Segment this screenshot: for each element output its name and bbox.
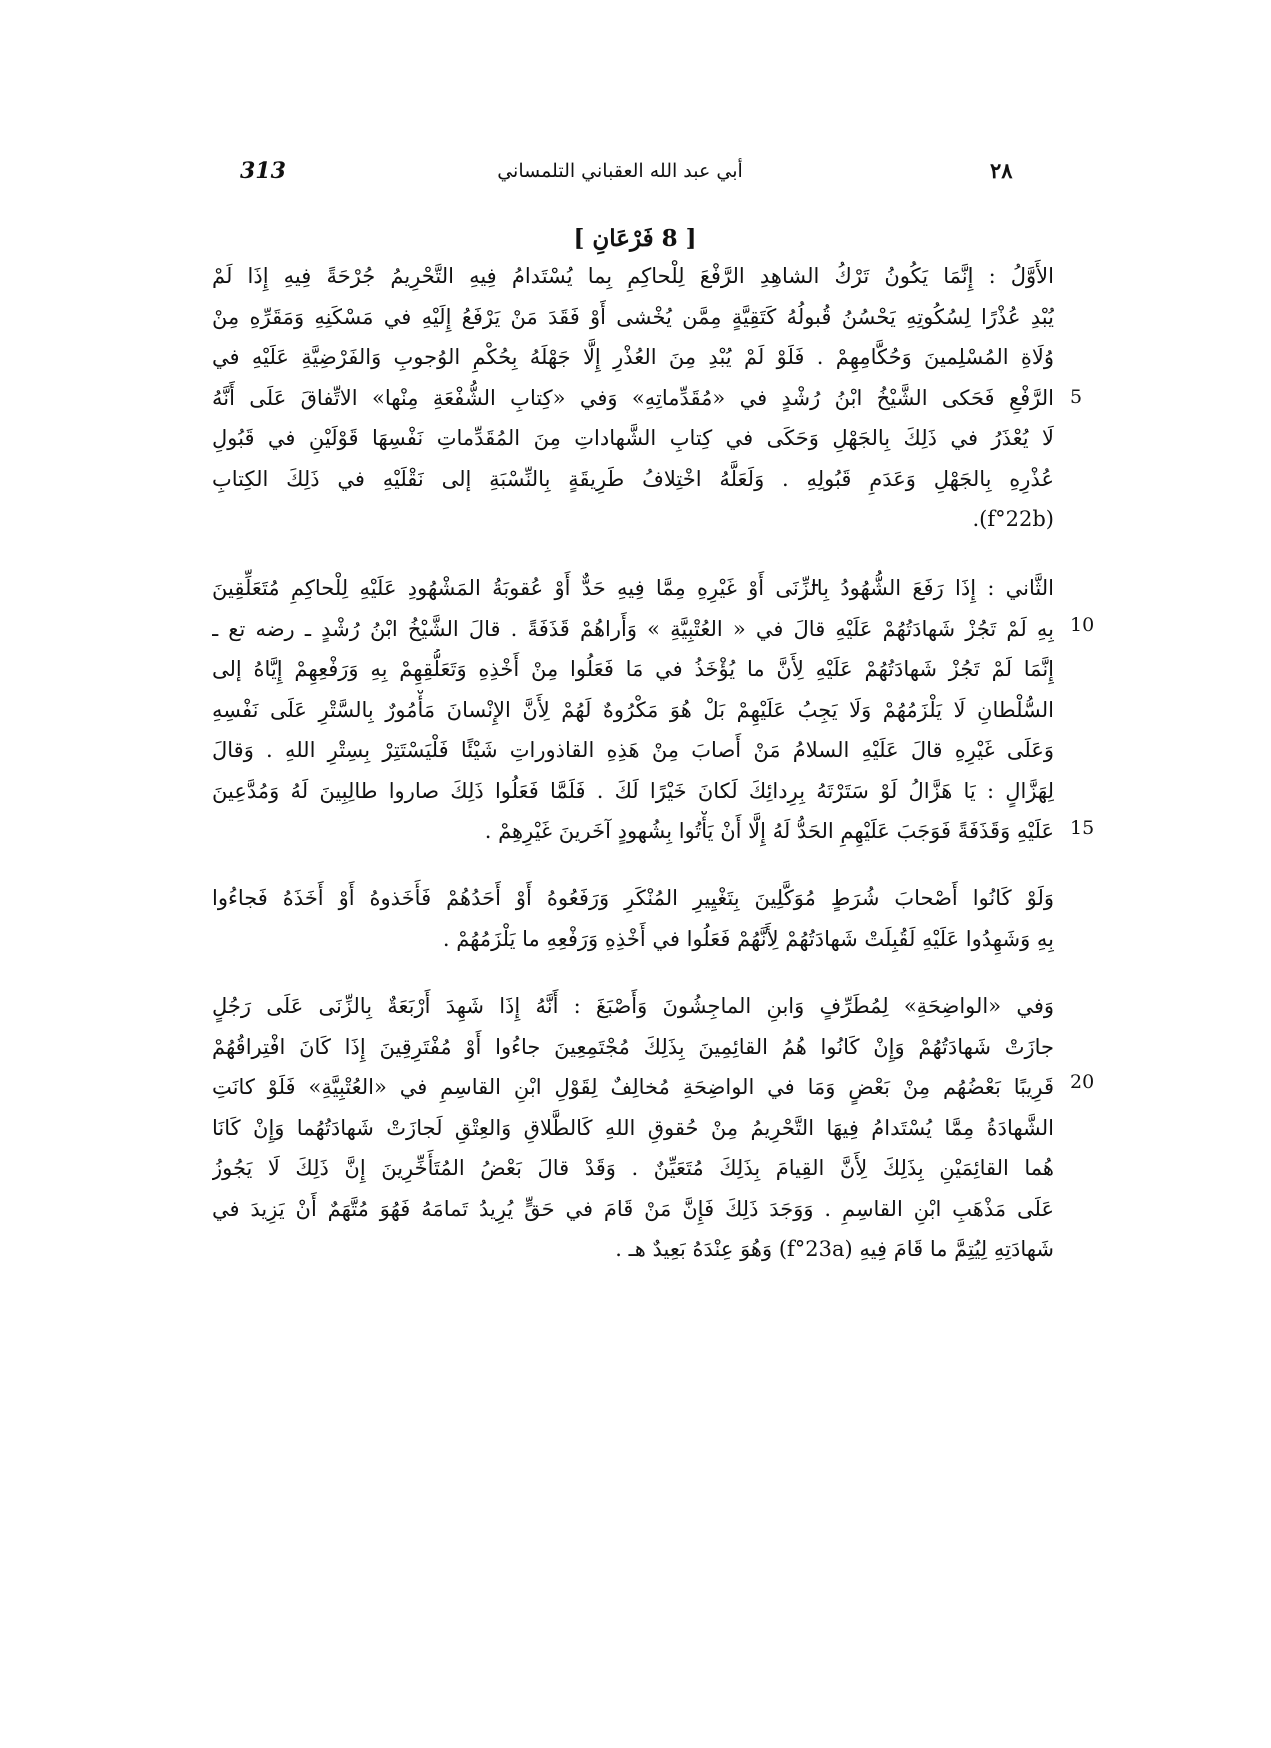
text-line: إِنَّمَا لَمْ تَجُزْ شَهادَتُهُمْ عَلَيْهِ لِأَنَّ ما يُؤْخَذُ في مَا فَعَلُوا مِنْ أَخْذِهِ وَتَعَلُّقِهِمْ بِهِ وَرَفْعِهِمْ إِيَّاهُ إلى: [212, 657, 1054, 681]
line-number: 20: [1070, 1071, 1095, 1093]
text-line: عَلَى مَذْهَبِ ابْنِ القاسِمِ . وَوَجَدَ ذَلِكَ فَإِنَّ مَنْ قَامَ في حَقٍّ يُرِيدُ تَمامَهُ فَهُوَ مُتَّهَمٌ أَنْ يَزِيدَ في: [212, 1196, 1054, 1221]
text-line: الأَوَّلُ : إِنَّمَا يَكُونُ تَرْكُ الشاهِدِ الرَّفْعَ لِلْحاكِمِ بِما يُسْتَدامُ فِيهِ التَّحْرِيمُ جُرْحَةً فِيهِ إِذَا لَمْ: [212, 264, 1054, 288]
text-line: قَرِيبًا بَعْضُهُم مِنْ بَعْضٍ وَمَا في الواضِحَةِ مُخالِفٌ لِقَوْلِ ابْنِ القاسِمِ في «العُتْبِيَّةِ» فَلَوْ كانَتِ: [212, 1075, 1054, 1099]
section-title: [ 8 فَرْعَانِ ]: [573, 225, 697, 252]
arabic-page-number: ٢٨: [990, 158, 1013, 183]
text-line: هُما القائِمَيْنِ بِذَلِكَ لِأَنَّ القِيامَ بِذَلِكَ مُتَعَيِّنٌ . وَقَدْ قالَ بَعْضُ المُتَأَخِّرِينَ إِنَّ ذَلِكَ لَا يَجُوزُ: [212, 1156, 1054, 1180]
text-line: وَفي «الواضِحَةِ» لِمُطَرِّفٍ وَابنِ الماجِشُونَ وَأَصْبَغَ : أَنَّهُ إِذَا شَهِدَ أَرْبَعَةٌ بِالزِّنَى عَلَى رَجُلٍ: [212, 994, 1054, 1018]
line-number: 10: [1070, 614, 1095, 636]
text-line: عُذْرِهِ بِالجَهْلِ وَعَدَمِ قَبُولِهِ . وَلَعَلَّهُ اخْتِلافُ طَرِيقَةٍ بِالنِّسْبَةِ إلى نَقْلَيْهِ في ذَلِكَ الكِتابِ: [212, 466, 1054, 491]
text-line: الرَّفْعِ فَحَكى الشَّيْخُ ابْنُ رُشْدٍ في «مُقَدِّماتِهِ» وَفي «كِتابِ الشُّفْعَةِ مِنْها» الاتِّفاقَ عَلَى أَنَّهُ: [212, 385, 1054, 410]
text-line: شَهادَتِهِ لِيُتِمَّ ما قَامَ فِيهِ (f°23a) وَهُوَ عِنْدَهُ بَعِيدٌ هـ .: [615, 1237, 1054, 1261]
text-line: يُبْدِ عُذْرًا لِسُكُوتِهِ يَحْسُنُ قُبولُهُ كَتَقِيَّةٍ مِمَّن يُخْشى أَوْ فَقَدَ مَنْ يَرْفَعُ إِلَيْهِ في مَسْكَنِهِ وَمَقَرِّهِ مِنْ: [212, 304, 1054, 329]
text-line: الشَّهادَةُ مِمَّا يُسْتَدامُ فِيهَا التَّحْرِيمُ مِنْ حُقوقِ اللهِ كَالطَّلاقِ وَالعِتْقِ لَجازَتْ شَهادَتُهُما وَإِنْ كَانَا: [212, 1115, 1054, 1140]
paragraph-3: [212, 878, 1054, 959]
paragraph-4: [212, 986, 1054, 1270]
text-line: وَلَوْ كَانُوا أَصْحابَ شُرَطٍ مُوَكَّلِينَ بِتَغْيِيرِ المُنْكَرِ وَرَفَعُوهُ أَوْ أَحَدُهُمْ فَأَخَذوهُ أَوْ أَخَذَهُ فَجاءُوا: [212, 886, 1054, 910]
text-line: الثَّاني : إِذَا رَفَعَ الشُّهُودُ بِالزِّنَى أَوْ غَيْرِهِ مِمَّا فِيهِ حَدٌّ أَوْ عُقوبَةُ المَشْهُودِ عَلَيْهِ لِلْحاكِمِ مُتَعَلِّقِينَ: [212, 576, 1054, 600]
text-line: لِهَزَّالٍ : يَا هَزَّالُ لَوْ سَتَرْتَهُ بِرِدائِكَ لَكانَ خَيْرًا لَكَ . فَلَمَّا فَعَلُوا ذَلِكَ صاروا طالِبِينَ لَهُ وَمُدَّعِينَ: [212, 778, 1054, 803]
line-number: 5: [1070, 386, 1083, 408]
text-line: بِهِ وَشَهِدُوا عَلَيْهِ لَقُبِلَتْ شَهادَتُهُمْ لِأَنَّهُمْ فَعَلُوا في أَخْذِهِ وَرَفْعِهِ ما يَلْزَمُهُمْ .: [442, 926, 1054, 951]
text-line: وُلَاةِ المُسْلِمينَ وَحُكَّامِهِمْ . فَلَوْ لَمْ يُبْدِ مِنَ العُذْرِ إِلَّا جَهْلَهُ بِحُكْمِ الوُجوبِ وَالفَرْضِيَّةِ عَلَيْهِ في: [212, 345, 1054, 369]
text-line: وَعَلَى غَيْرِهِ قالَ عَلَيْهِ السلامُ مَنْ أَصابَ مِنْ هَذِهِ القاذوراتِ شَيْئًا فَلْيَسْتَتِرْ بِسِتْرِ اللهِ . وَقالَ: [212, 738, 1054, 762]
text-line: جازَتْ شَهادَتُهُمْ وَإِنْ كَانُوا هُمُ القائِمِينَ بِذَلِكَ مُجْتَمِعِينَ جاءُوا أَوْ مُفْتَرِقِينَ إِذَا كَانَ افْتِراقُهُمْ: [212, 1034, 1054, 1059]
text-line: السُّلْطانِ لَا يَلْزَمُهُمْ وَلَا يَجِبُ عَلَيْهِمْ بَلْ هُوَ مَكْرُوهٌ لَهُمْ لِأَنَّ الإِنْسانَ مَأْمُورٌ بِالسَّتْرِ عَلَى نَفْسِهِ: [212, 697, 1054, 722]
running-head: أبي عبد الله العقباني التلمساني: [497, 160, 743, 182]
text-line: لَا يُعْذَرُ في ذَلِكَ بِالجَهْلِ وَحَكَى في كِتابِ الشَّهاداتِ مِنَ المُقَدِّماتِ نَفْسِهَا قَوْلَيْنِ في قَبُولِ: [212, 426, 1054, 450]
folio-reference: .(f°22b): [972, 507, 1054, 531]
text-line: بِهِ لَمْ تَجُزْ شَهادَتُهُمْ عَلَيْهِ قالَ في « العُتْبِيَّةِ » وَأَراهُمْ قَذَفَةً . قالَ الشَّيْخُ ابْنُ رُشْدٍ ـ رضه تع ـ: [212, 616, 1054, 641]
text-line: عَلَيْهِ وَقَذَفَةً فَوَجَبَ عَلَيْهِمِ الحَدُّ لَهُ إِلَّا أَنْ يَأْتُوا بِشُهودٍ آخَرينَ غَيْرِهِمْ .: [484, 819, 1054, 843]
paragraph-1: [212, 256, 1054, 540]
line-number: 15: [1070, 817, 1095, 839]
paragraph-2: [212, 568, 1054, 852]
page-number: 313: [240, 158, 286, 184]
